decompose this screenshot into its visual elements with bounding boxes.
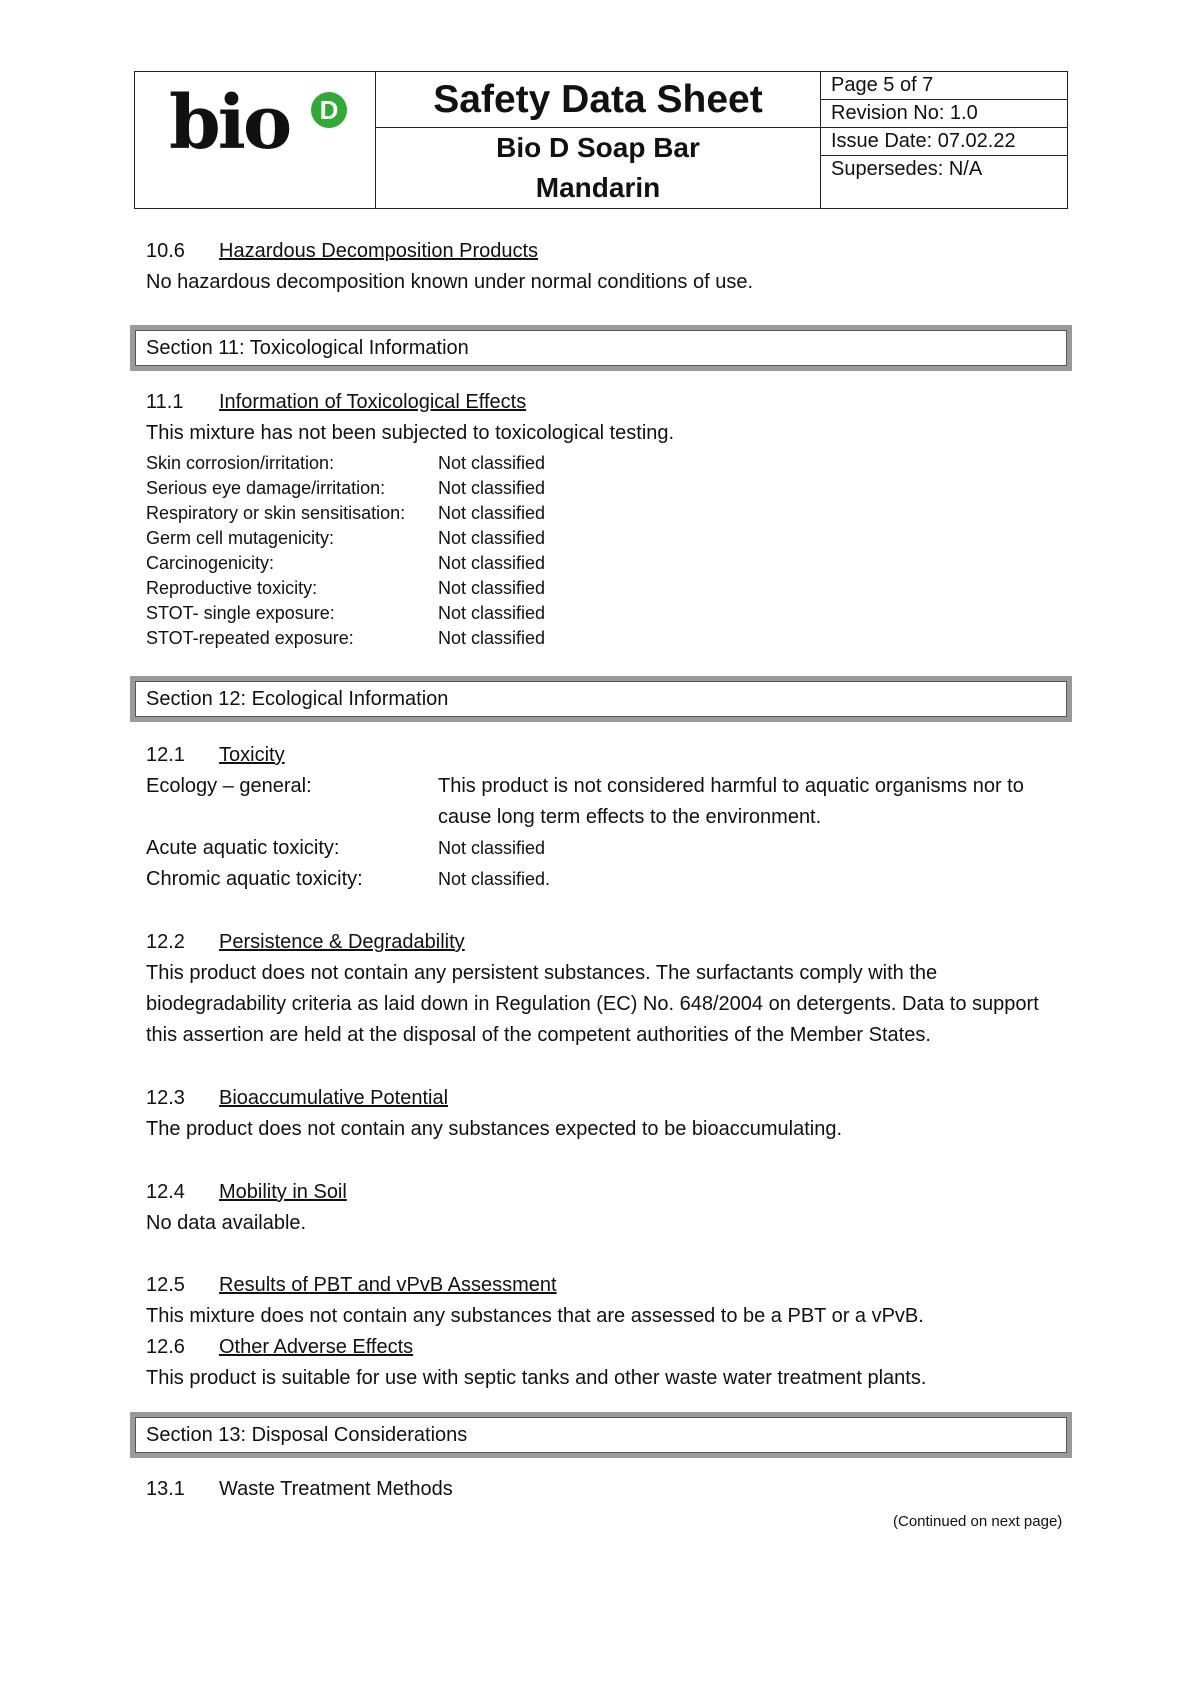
table-row <box>146 476 674 501</box>
table-row <box>146 576 674 601</box>
subsection-text: No hazardous decomposition known under normal conditions of use. <box>146 271 754 293</box>
toxicology-table <box>146 451 674 651</box>
subsection-number: 12.1 <box>146 744 185 766</box>
subsection-title: Bioaccumulative Potential <box>219 1087 449 1109</box>
subsection-number: 10.6 <box>146 240 185 262</box>
table-row <box>146 626 674 651</box>
section-11-header <box>130 325 1072 371</box>
issue-date: Issue Date: 07.02.22 <box>821 128 1067 156</box>
row-value: Not classified <box>438 603 546 623</box>
row-value: Not classified. <box>438 869 551 889</box>
row-label: Serious eye damage/irritation: <box>146 478 386 498</box>
subsection-number: 11.1 <box>146 391 184 413</box>
product-name <box>376 128 820 208</box>
subsection-title: Persistence & Degradability <box>219 931 465 953</box>
subsection-12-1 <box>146 740 1078 895</box>
subsection-10-6 <box>146 236 753 298</box>
subsection-number: 12.2 <box>146 931 185 953</box>
supersedes: Supersedes: N/A <box>831 158 983 180</box>
subsection-heading <box>146 1270 926 1301</box>
table-row <box>146 451 674 476</box>
subsection-heading <box>146 927 1046 958</box>
subsection-heading <box>146 1474 453 1505</box>
revision-number: Revision No: 1.0 <box>821 100 1067 128</box>
subsection-12-4 <box>146 1177 347 1239</box>
page-number: Page 5 of 7 <box>821 72 1067 100</box>
subsection-heading <box>146 1083 842 1114</box>
subsection-13-1 <box>146 1474 453 1505</box>
subsection-text: This product is suitable for use with septic tanks and other waste water treatment plants. <box>146 1367 927 1389</box>
row-value: Not classified <box>438 553 546 573</box>
subsection-heading <box>146 236 753 267</box>
logo-wordmark: bio <box>169 80 290 166</box>
table-row <box>146 526 674 551</box>
row-value: Not classified <box>438 628 546 648</box>
document-header <box>134 71 1068 209</box>
subsection-text: This product does not contain any persistent substances. The surfactants comply with the biodegradability criteria as laid down in Regulation (EC) No. 648/2004 on detergents. Data to support this assertion are held at the disposal of the competent authorities of the Member States. <box>146 962 1039 1046</box>
row-label: Respiratory or skin sensitisation: <box>146 503 406 523</box>
subsection-title: Results of PBT and vPvB Assessment <box>219 1274 557 1296</box>
row-value: Not classified <box>438 528 546 548</box>
subsection-title: Mobility in Soil <box>219 1181 347 1203</box>
document-title: Safety Data Sheet <box>376 72 820 128</box>
subsection-title: Other Adverse Effects <box>219 1336 414 1358</box>
subsection-title: Waste Treatment Methods <box>219 1478 453 1500</box>
table-row <box>146 501 674 526</box>
section-title: Section 11: Toxicological Information <box>135 330 1067 366</box>
continued-note: (Continued on next page) <box>893 1513 1063 1530</box>
section-13-header <box>130 1412 1072 1458</box>
subsection-12-3 <box>146 1083 842 1145</box>
row-label: Reproductive toxicity: <box>146 578 318 598</box>
header-meta <box>821 72 1067 208</box>
row-label: Acute aquatic toxicity: <box>146 837 340 859</box>
subsection-12-5 <box>146 1270 926 1394</box>
subsection-11-1 <box>146 387 674 651</box>
row-value: Not classified <box>438 578 546 598</box>
section-12-header <box>130 676 1072 722</box>
subsection-heading <box>146 387 674 418</box>
product-name-line2: Mandarin <box>535 172 661 203</box>
row-label: Ecology – general: <box>146 775 312 797</box>
table-row <box>146 551 674 576</box>
row-value: Not classified <box>438 453 546 473</box>
subsection-text: No data available. <box>146 1212 307 1234</box>
subsection-number: 12.4 <box>146 1181 185 1203</box>
table-row <box>146 864 1078 895</box>
table-row <box>146 833 1078 864</box>
row-label: STOT-repeated exposure: <box>146 628 354 648</box>
section-title: Section 13: Disposal Considerations <box>135 1417 1067 1453</box>
logo <box>135 72 376 208</box>
row-label: Skin corrosion/irritation: <box>146 453 335 473</box>
row-label: Chromic aquatic toxicity: <box>146 868 363 890</box>
row-label: Carcinogenicity: <box>146 553 275 573</box>
subsection-heading <box>146 1177 347 1208</box>
subsection-text: This mixture has not been subjected to toxicological testing. <box>146 422 675 444</box>
row-label: Germ cell mutagenicity: <box>146 528 335 548</box>
subsection-number: 12.3 <box>146 1087 185 1109</box>
section-title: Section 12: Ecological Information <box>135 681 1067 717</box>
row-value: This product is not considered harmful to aquatic organisms nor to cause long term effects to the environment. <box>438 775 1024 828</box>
row-label: STOT- single exposure: <box>146 603 335 623</box>
row-value: Not classified <box>438 838 546 858</box>
subsection-number: 12.5 <box>146 1274 185 1296</box>
logo-badge: D <box>311 92 347 128</box>
subsection-text: This mixture does not contain any substances that are assessed to be a PBT or a vPvB. <box>146 1305 924 1327</box>
subsection-title: Information of Toxicological Effects <box>219 391 527 413</box>
subsection-text: The product does not contain any substances expected to be bioaccumulating. <box>146 1118 843 1140</box>
product-name-line1: Bio D Soap Bar <box>496 132 700 163</box>
table-row <box>146 771 1078 833</box>
subsection-title: Toxicity <box>219 744 285 766</box>
subsection-title: Hazardous Decomposition Products <box>219 240 539 262</box>
table-row <box>146 601 674 626</box>
row-value: Not classified <box>438 503 546 523</box>
subsection-heading <box>146 1332 926 1363</box>
subsection-number: 13.1 <box>146 1478 185 1500</box>
header-title-cell <box>376 72 821 208</box>
subsection-12-2 <box>146 927 1046 1051</box>
row-value: Not classified <box>438 478 546 498</box>
subsection-heading <box>146 740 1078 771</box>
subsection-number: 12.6 <box>146 1336 185 1358</box>
